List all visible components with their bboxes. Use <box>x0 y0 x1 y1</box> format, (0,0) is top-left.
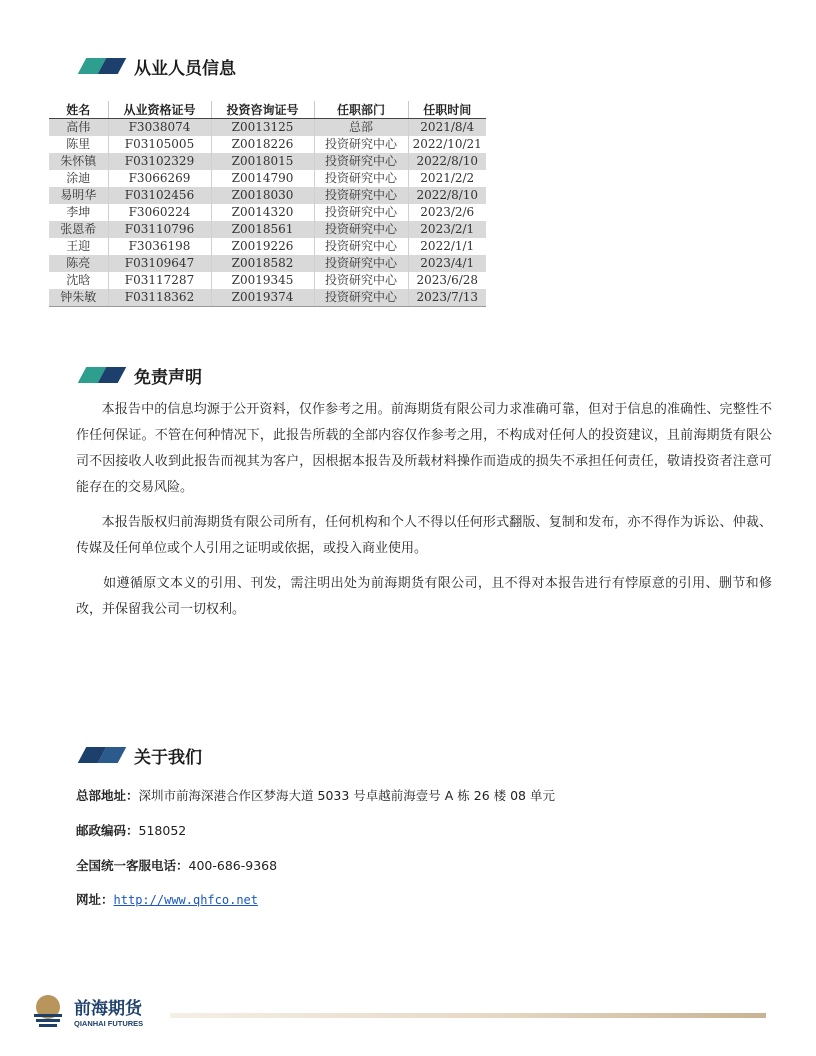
table-row <box>49 255 486 272</box>
cell-department: 投资研究中心 <box>314 238 408 255</box>
header-name: 姓名 <box>49 101 108 119</box>
table-row <box>49 221 486 238</box>
section-title-about: 关于我们 <box>134 747 202 768</box>
table-header-row <box>49 101 486 119</box>
cell-qualification-id: F03118362 <box>108 289 211 307</box>
logo-emblem-icon <box>30 992 160 1030</box>
hotline-line <box>76 856 277 874</box>
cell-qualification-id: F03110796 <box>108 221 211 238</box>
website-line <box>76 890 258 908</box>
cell-consulting-id: Z0018030 <box>211 187 314 204</box>
cell-consulting-id: Z0014320 <box>211 204 314 221</box>
cell-name: 王迎 <box>49 238 108 255</box>
disclaimer-paragraph: 本报告中的信息均源于公开资料，仅作参考之用。前海期货有限公司力求准确可靠，但对于信息的准确性、完整性不作任何保证。不管在何种情况下，此报告所载的全部内容仅作参考之用，不构成对任何人的投资建议，且前海期货有限公司不因接收人收到此报告而视其为客户，因根据本报告及所载材料操作而造成的损失不承担任何责任，敬请投资者注意可能存在的交易风险。 <box>76 402 772 495</box>
staff-table <box>49 101 486 307</box>
table-row <box>49 289 486 307</box>
table-row <box>49 153 486 170</box>
cell-department: 投资研究中心 <box>314 170 408 187</box>
cell-consulting-id: Z0013125 <box>211 119 314 137</box>
section-marker-icon <box>78 58 124 74</box>
section-marker-icon <box>78 747 124 763</box>
table-row <box>49 204 486 221</box>
cell-consulting-id: Z0018561 <box>211 221 314 238</box>
cell-start-date: 2023/4/1 <box>408 255 486 272</box>
cell-department: 投资研究中心 <box>314 289 408 307</box>
cell-department: 投资研究中心 <box>314 221 408 238</box>
section-title-staff: 从业人员信息 <box>134 58 236 79</box>
cell-department: 投资研究中心 <box>314 187 408 204</box>
cell-department: 投资研究中心 <box>314 204 408 221</box>
cell-department: 投资研究中心 <box>314 272 408 289</box>
cell-start-date: 2023/2/6 <box>408 204 486 221</box>
cell-department: 总部 <box>314 119 408 137</box>
cell-name: 陈亮 <box>49 255 108 272</box>
postcode-line <box>76 821 186 839</box>
disclaimer-body <box>76 397 772 632</box>
cell-start-date: 2022/8/10 <box>408 187 486 204</box>
cell-department: 投资研究中心 <box>314 153 408 170</box>
website-label: 网址： <box>76 892 114 907</box>
cell-qualification-id: F3066269 <box>108 170 211 187</box>
cell-qualification-id: F3060224 <box>108 204 211 221</box>
cell-consulting-id: Z0019374 <box>211 289 314 307</box>
section-marker-icon <box>78 367 124 383</box>
cell-consulting-id: Z0014790 <box>211 170 314 187</box>
cell-name: 张恩希 <box>49 221 108 238</box>
disclaimer-paragraph: 本报告版权归前海期货有限公司所有，任何机构和个人不得以任何形式翻版、复制和发布，亦不得作为诉讼、仲裁、传媒及任何单位或个人引用之证明或依据，或投入商业使用。 <box>76 515 772 556</box>
section-header-staff <box>78 54 236 78</box>
cell-name: 钟朱敏 <box>49 289 108 307</box>
table-row <box>49 187 486 204</box>
cell-name: 易明华 <box>49 187 108 204</box>
cell-department: 投资研究中心 <box>314 136 408 153</box>
cell-start-date: 2022/8/10 <box>408 153 486 170</box>
cell-qualification-id: F03117287 <box>108 272 211 289</box>
cell-consulting-id: Z0019226 <box>211 238 314 255</box>
cell-qualification-id: F03105005 <box>108 136 211 153</box>
hotline-label: 全国统一客服电话： <box>76 858 189 873</box>
postcode-label: 邮政编码： <box>76 823 139 838</box>
section-header-disclaimer <box>78 363 202 387</box>
address-value: 深圳市前海深港合作区梦海大道 5033 号卓越前海壹号 A 栋 26 楼 08 单元 <box>138 788 555 803</box>
cell-qualification-id: F03102329 <box>108 153 211 170</box>
cell-consulting-id: Z0018015 <box>211 153 314 170</box>
cell-start-date: 2023/2/1 <box>408 221 486 238</box>
logo-en-text: QIANHAI FUTURES <box>74 1019 144 1028</box>
cell-start-date: 2023/6/28 <box>408 272 486 289</box>
cell-consulting-id: Z0018226 <box>211 136 314 153</box>
website-link[interactable]: http://www.qhfco.net <box>113 893 259 907</box>
cell-qualification-id: F03102456 <box>108 187 211 204</box>
header-start-date: 任职时间 <box>408 101 486 119</box>
cell-start-date: 2021/2/2 <box>408 170 486 187</box>
cell-name: 沈晗 <box>49 272 108 289</box>
cell-qualification-id: F03109647 <box>108 255 211 272</box>
table-row <box>49 119 486 137</box>
cell-consulting-id: Z0019345 <box>211 272 314 289</box>
footer-divider <box>170 1013 766 1018</box>
cell-name: 朱怀镇 <box>49 153 108 170</box>
section-header-about <box>78 743 202 767</box>
header-qualification-id: 从业资格证号 <box>108 101 211 119</box>
table-row <box>49 136 486 153</box>
cell-name: 高伟 <box>49 119 108 137</box>
address-line <box>76 786 555 804</box>
staff-table-body <box>49 119 486 307</box>
disclaimer-paragraph: 如遵循原文本义的引用、刊发，需注明出处为前海期货有限公司，且不得对本报告进行有悖原意的引用、删节和修改，并保留我公司一切权利。 <box>76 576 772 617</box>
hotline-value: 400-686-9368 <box>188 858 278 873</box>
table-row <box>49 238 486 255</box>
section-title-disclaimer: 免责声明 <box>134 367 202 388</box>
cell-consulting-id: Z0018582 <box>211 255 314 272</box>
postcode-value: 518052 <box>138 823 187 838</box>
cell-name: 涂迪 <box>49 170 108 187</box>
header-consulting-id: 投资咨询证号 <box>211 101 314 119</box>
table-row <box>49 170 486 187</box>
cell-qualification-id: F3036198 <box>108 238 211 255</box>
cell-department: 投资研究中心 <box>314 255 408 272</box>
company-logo <box>30 992 160 1030</box>
cell-start-date: 2022/1/1 <box>408 238 486 255</box>
address-label: 总部地址： <box>76 788 139 803</box>
cell-qualification-id: F3038074 <box>108 119 211 137</box>
cell-name: 李坤 <box>49 204 108 221</box>
cell-name: 陈里 <box>49 136 108 153</box>
header-department: 任职部门 <box>314 101 408 119</box>
cell-start-date: 2022/10/21 <box>408 136 486 153</box>
cell-start-date: 2021/8/4 <box>408 119 486 137</box>
cell-start-date: 2023/7/13 <box>408 289 486 307</box>
table-row <box>49 272 486 289</box>
logo-cn-text: 前海期货 <box>74 999 142 1019</box>
